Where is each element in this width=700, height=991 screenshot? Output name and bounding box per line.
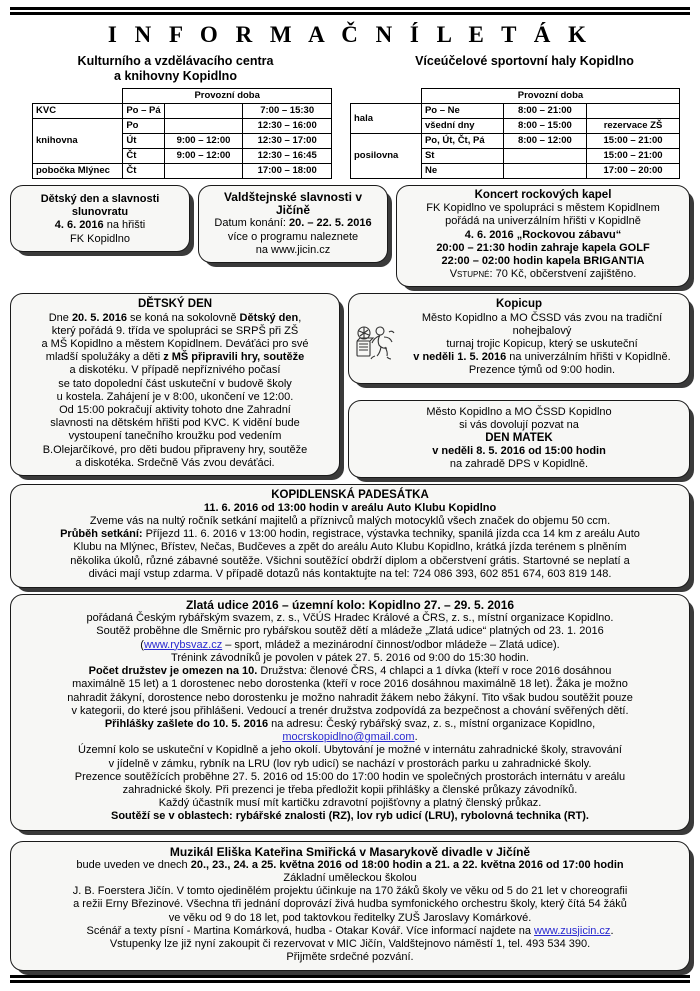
dd-l1a: Dne xyxy=(48,311,72,324)
koncert-line3: pořádá na univerzálním hřišti v Kopidlně xyxy=(445,215,641,228)
kopicup-line4: Prezence týmů od 9:00 hodin. xyxy=(468,364,616,377)
koncert-line6: 22:00 – 02:00 hodin kapela BRIGANTIA xyxy=(441,255,645,268)
zu-line9 xyxy=(21,718,679,731)
muz-line5: ve věku od 9 do 18 let, pod taktovkou ředitelky ZUŠ Jaroslavy Komárkové. xyxy=(168,911,532,924)
dd-line8: Od 15:00 pokračují aktivity tohoto dne Zahradní xyxy=(59,404,291,417)
zu-l5-rest: Družstva: členové ČRS, 4 chlapci a 1 dívka (kteří v roce 2016 dosáhnou xyxy=(257,665,612,678)
vald-date-label: Datum konání: xyxy=(214,217,289,230)
row-day: Po, Út, Čt, Pá xyxy=(421,134,503,149)
denmatek-title: DEN MATEK xyxy=(485,432,553,445)
box-valdstejnske-slavnosti xyxy=(198,185,388,263)
opening-hours-tables xyxy=(8,88,692,179)
denmatek-line1: Město Kopidlno a MO ČSSD Kopidlno xyxy=(426,405,612,418)
muz-l6-post: . xyxy=(610,924,614,937)
dds-line3-rest: na hřišti xyxy=(103,219,146,232)
row-morning: 9:00 – 12:00 xyxy=(164,134,243,149)
muz-l1-bold: 20., 23., 24. a 25. května 2016 od 18:00 hodin a 21. a 22. května 2016 od 17:00 hodin xyxy=(190,858,624,871)
events-band-middle xyxy=(10,293,690,477)
pad-line4: několika úkolů, různé zábavné soutěže. Všichni soutěžící obdrží diplom a občerstvení grátis. Startovné se neplatí a xyxy=(70,554,630,567)
table-header-row xyxy=(33,89,332,104)
pad-l2-bold: Průběh setkání: xyxy=(60,528,143,541)
bottom-rule xyxy=(10,975,690,983)
koncert-line2: FK Kopidlno ve spolupráci s městem Kopidlnem xyxy=(426,202,660,215)
kopicup-line3 xyxy=(401,351,683,364)
dd-l1c: se koná na sokolovně xyxy=(127,311,240,324)
vald-line4: na www.jicin.cz xyxy=(255,243,331,256)
muz-line2: Základní uměleckou školou xyxy=(283,871,417,884)
zu-line5 xyxy=(21,665,679,678)
zu-line14: zahradnické školy. Při prezenci je třeba předložit kopii přihlášky a členské průkazy závodníků. xyxy=(122,783,578,796)
kopicup-l3-rest: na univerzálním hřišti v Kopidlně. xyxy=(506,351,671,364)
kopicup-body xyxy=(355,312,683,378)
zu-l5-bold: Počet družstev je omezen na 10. xyxy=(88,665,258,678)
subheading-row xyxy=(8,54,692,84)
box-kopicup xyxy=(348,293,690,383)
dd-line6: se tato dopolední část uskuteční v budově školy xyxy=(58,377,292,390)
muz-line3: J. B. Foerstera Jičín. V tomto ojedinělém projektu účinkuje na 170 žáků školy ve věku od 5 do 21 let v choreografii xyxy=(72,885,628,898)
zu-l3-post: – sport, mládež a mezinárodní činnost/odbor mládeže – Zlatá udice). xyxy=(222,638,560,651)
vald-line3: více o programu naleznete xyxy=(227,230,359,243)
dd-line2: který pořádá 9. třída ve spolupráci se SRPŠ při ZŠ xyxy=(51,324,299,337)
row-day: Po – Pá xyxy=(123,104,164,119)
hala-caption: Provozní doba xyxy=(421,89,679,104)
kvc-hours-table xyxy=(32,88,332,179)
zusjicin-link[interactable]: www.zusjicin.cz xyxy=(534,924,611,937)
row-time2 xyxy=(587,104,680,119)
zu-line11: Územní kolo se uskuteční v Kopidlně a jeho okolí. Ubytování je možné v internátu zahradnické školy, stravování xyxy=(78,744,622,757)
row-time2: 15:00 – 21:00 xyxy=(587,134,680,149)
koncert-line5: 20:00 – 21:30 hodin zahraje kapela GOLF xyxy=(436,241,650,254)
row-afternoon: 7:00 – 15:30 xyxy=(243,104,332,119)
vald-title: Valdštejnské slavnosti v Jičíně xyxy=(223,190,363,218)
dds-line3 xyxy=(19,219,181,232)
subheading-left-line2: a knihovny Kopidlno xyxy=(114,69,237,83)
dds-line2: slunovratu xyxy=(71,206,129,219)
table-row xyxy=(33,119,332,134)
table-row xyxy=(351,134,680,149)
row-time1: 8:00 – 21:00 xyxy=(503,104,586,119)
box-muzikal xyxy=(10,841,690,972)
zu-l9-rest: na adresu: Český rybářský svaz, z. s., místní organizace Kopidlno, xyxy=(268,717,596,730)
muz-line7: Vstupenky lze již nyní zakoupit či rezervovat v MIC Jičín, Valdštejnovo náměstí 1, tel. 493 534 390. xyxy=(109,937,591,950)
muz-l6-pre: Scénář a texty písní - Martina Komárková, hudba - Otakar Kovář. Více informací najdete na xyxy=(86,924,535,937)
dd-l1b: 20. 5. 2016 xyxy=(71,311,127,324)
subheading-right xyxy=(357,54,692,84)
kopicup-line1: Město Kopidlno a MO ČSSD vás zvou na tradiční nohejbalový xyxy=(421,311,663,337)
zu-line2: Soutěž proběhne dle Směrnic pro rybářskou soutěž dětí a mládeže „Zlatá udice“ platných od 23. 1. 2016 xyxy=(96,625,604,638)
dd-line12: a diskotéka. Srdečně Vás zvou deváťáci. xyxy=(75,456,275,469)
email-link[interactable]: mocrskopidlno@gmail.com xyxy=(282,731,415,744)
dd-line1: Dne 20. 5. 2016 se koná na sokolovně Dětský den, xyxy=(48,311,302,324)
koncert-vstupne-rest: : 70 Kč, občerstvení zajištěno. xyxy=(489,268,637,281)
row-time2: rezervace ZŠ xyxy=(587,119,680,134)
dd-line9: slavnosti na dětském hřišti pod KVC. K vidění bude xyxy=(50,417,300,430)
pad-line1: Zveme vás na nultý ročník setkání majitelů a příznivců malých motocyklů všech značek do objemu 50 ccm. xyxy=(89,515,611,528)
row-day: St xyxy=(421,149,503,164)
row-afternoon: 12:30 – 17:00 xyxy=(243,134,332,149)
pad-title: KOPIDLENSKÁ PADESÁTKA xyxy=(271,488,429,501)
top-rule xyxy=(10,7,690,15)
row-name: posilovna xyxy=(351,134,422,179)
row-morning xyxy=(164,104,243,119)
table-header-row xyxy=(351,89,680,104)
row-day: Čt xyxy=(123,149,164,164)
rybsvaz-link[interactable]: www.rybsvaz.cz xyxy=(143,638,223,651)
box-kopidlenska-padesatka xyxy=(10,484,690,588)
zu-l9-bold: Přihlášky zašlete do 10. 5. 2016 xyxy=(104,717,269,730)
kopicup-date: v neděli 1. 5. 2016 xyxy=(413,351,507,364)
dd-line11: B.Olejarčíkové, pro děti budou připraveny hry, soutěže xyxy=(42,443,308,456)
dd-line3: a MŠ Kopidlno a městem Kopidlnem. Deváťáci pro své xyxy=(41,338,309,351)
muz-line8: Přijměte srdečné pozvání. xyxy=(286,951,414,964)
subheading-right-line1: Víceúčelové sportovní haly Kopidlno xyxy=(415,54,634,68)
zu-line16: Soutěží se v oblastech: rybářské znalosti (RZ), lov ryb udicí (LRU), rybolovná technika (RT). xyxy=(111,810,589,823)
zu-line6: maximálně 15 let) a 1 dorostenec nebo dorostenka (kteří v roce 2016 dosáhnou maximálně 18 let). Žáka je možno xyxy=(72,678,628,691)
zu-line12: v jídelně v zámku, rybník na LRU (lov ryb udicí) se nachází v prostorách parku u zahradnické školy. xyxy=(108,757,592,770)
zu-line4: Trénink závodníků je povolen v pátek 27. 5. 2016 od 9:00 do 15:30 hodin. xyxy=(171,651,529,664)
row-afternoon: 12:30 – 16:45 xyxy=(243,149,332,164)
row-name: hala xyxy=(351,104,422,134)
zu-line8: v kategorii, do které jsou přihlášeni. Vedoucí a trenér družstva zodpovídá za bezpečnost a chování svěřených dětí. xyxy=(71,704,629,717)
table-row xyxy=(351,104,680,119)
zu-line13: Prezence soutěžících proběhne 27. 5. 2016 od 15:00 do 17:00 hodin ve společných prostorách internátu v areálu xyxy=(74,770,626,783)
koncert-title: Koncert rockových kapel xyxy=(474,189,612,201)
row-name: pobočka Mlýnec xyxy=(33,164,123,179)
box-detsky-den-detail xyxy=(10,293,340,476)
row-time1: 8:00 – 15:00 xyxy=(503,119,586,134)
row-time1 xyxy=(503,164,586,179)
denmatek-line2: si vás dovolují pozvat na xyxy=(459,418,579,431)
dds-line4: FK Kopidlno xyxy=(70,232,130,245)
events-right-column xyxy=(348,293,690,477)
subheading-left-line1: Kulturního a vzdělávacího centra xyxy=(77,54,274,68)
box-koncert-rockovych-kapel xyxy=(396,185,690,287)
zu-line10 xyxy=(21,731,679,744)
dd-title: DĚTSKÝ DEN xyxy=(137,298,213,311)
page-title: I N F O R M A Č N Í L E T Á K xyxy=(107,22,593,47)
hala-hours-table-wrap xyxy=(350,88,680,179)
row-morning xyxy=(164,164,243,179)
row-name: knihovna xyxy=(33,119,123,164)
row-name: KVC xyxy=(33,104,123,119)
kopicup-line2: turnaj trojic Kopicup, který se uskuteční xyxy=(446,338,638,351)
row-day: Po xyxy=(123,119,164,134)
zu-l10-post: . xyxy=(414,731,418,744)
row-day: Út xyxy=(123,134,164,149)
vald-date: 20. – 22. 5. 2016 xyxy=(289,217,372,230)
kvc-caption: Provozní doba xyxy=(123,89,332,104)
row-afternoon: 12:30 – 16:00 xyxy=(243,119,332,134)
dd-line7: u kostela. Zahájení je v 8:00, ukončení ve 12:00. xyxy=(56,390,294,403)
row-day: Čt xyxy=(123,164,164,179)
zu-line15: Každý účastník musí mít kartičku zdravotní pojišťovny a platný členský průkaz. xyxy=(158,797,542,810)
table-row xyxy=(33,164,332,179)
subheading-left xyxy=(8,54,357,84)
events-band-top xyxy=(10,185,690,287)
nohejbal-player-icon xyxy=(355,322,399,362)
zu-line3 xyxy=(21,639,679,652)
muz-line6 xyxy=(21,925,679,938)
zu-l3-pre: ( xyxy=(140,638,144,651)
box-den-matek xyxy=(348,400,690,478)
kvc-hours-table-wrap xyxy=(32,88,332,179)
row-day: všední dny xyxy=(421,119,503,134)
vald-line2 xyxy=(207,217,379,230)
pad-line3: Klubu na Mlýnec, Břístev, Nečas, Budčeves a zpět do areálu Auto Klubu Kopidlno, krátká jízda terénem s plněním xyxy=(73,541,627,554)
row-day: Ne xyxy=(421,164,503,179)
box-detsky-den-slavnosti xyxy=(10,185,190,252)
koncert-line4: 4. 6. 2016 „Rockovou zábavu“ xyxy=(464,228,622,241)
muz-line1 xyxy=(21,859,679,872)
row-day: Po – Ne xyxy=(421,104,503,119)
zu-line7: nahradit žákyní, dorostence nebo dorostenku je možno nahradit žákem nebo žákyní. Tito však budou soutěžit pouze xyxy=(67,691,633,704)
row-afternoon: 17:00 – 18:00 xyxy=(243,164,332,179)
box-zlata-udice xyxy=(10,594,690,830)
row-time1: 8:00 – 12:00 xyxy=(503,134,586,149)
muz-l1-pre: bude uveden ve dnech xyxy=(76,858,191,871)
dd-line10: vystoupení tanečního kroužku pod vedením xyxy=(68,430,282,443)
row-time2: 17:00 – 20:00 xyxy=(587,164,680,179)
dds-date: 4. 6. 2016 xyxy=(54,219,104,232)
flyer-page xyxy=(0,7,700,991)
dd-line4 xyxy=(19,351,331,364)
dd-l1d: Dětský den xyxy=(239,311,299,324)
row-time2: 15:00 – 21:00 xyxy=(587,149,680,164)
row-morning: 9:00 – 12:00 xyxy=(164,149,243,164)
zu-line1: pořádaná Českým rybářským svazem, z. s., VčÚS Hradec Králové a ČRS, z. s., místní organizace Kopidlno. xyxy=(86,612,614,625)
hala-hours-table xyxy=(350,88,680,179)
denmatek-line5: na zahradě DPS v Kopidlně. xyxy=(449,458,589,471)
dd-line5: a diskotéku. V případě nepříznivého počasí xyxy=(69,364,281,377)
dds-line1: Dětský den a slavnosti xyxy=(40,193,160,205)
koncert-line7 xyxy=(405,268,681,281)
muz-line4: a režii Erny Březinové. Všechna tři jednání doprovází živá hudba symfonického orchestru školy, který čítá 54 žáků xyxy=(73,898,627,911)
muz-title: Muzikál Eliška Kateřina Smiřická v Masarykově divadle v Jičíně xyxy=(169,844,531,859)
pad-line2 xyxy=(21,528,679,541)
row-time1 xyxy=(503,149,586,164)
pad-line5: diváci mají vstup zdarma. V případě dotazů nás kontaktujte na tel: 724 086 393, 602 851 674, 603 819 148. xyxy=(88,567,612,580)
dd-l4b: z MŠ připravili hry, soutěže xyxy=(163,351,305,364)
denmatek-line4: v neděli 8. 5. 2016 od 15:00 hodin xyxy=(432,445,606,458)
dd-l4a: mladší spolužáky a děti xyxy=(45,351,164,364)
koncert-vstupne-label: Vstupné xyxy=(449,268,490,281)
pad-subtitle: 11. 6. 2016 od 13:00 hodin v areálu Auto Klubu Kopidlno xyxy=(203,501,497,514)
row-morning xyxy=(164,119,243,134)
pad-l2-rest: Příjezd 11. 6. 2016 v 13:00 hodin, registrace, výstavka techniky, spanilá jízda cca 14 km z areálu Auto xyxy=(142,528,640,541)
kopicup-title: Kopicup xyxy=(496,298,542,311)
table-row xyxy=(33,104,332,119)
zu-title: Zlatá udice 2016 – územní kolo: Kopidlno 27. – 29. 5. 2016 xyxy=(185,598,515,613)
